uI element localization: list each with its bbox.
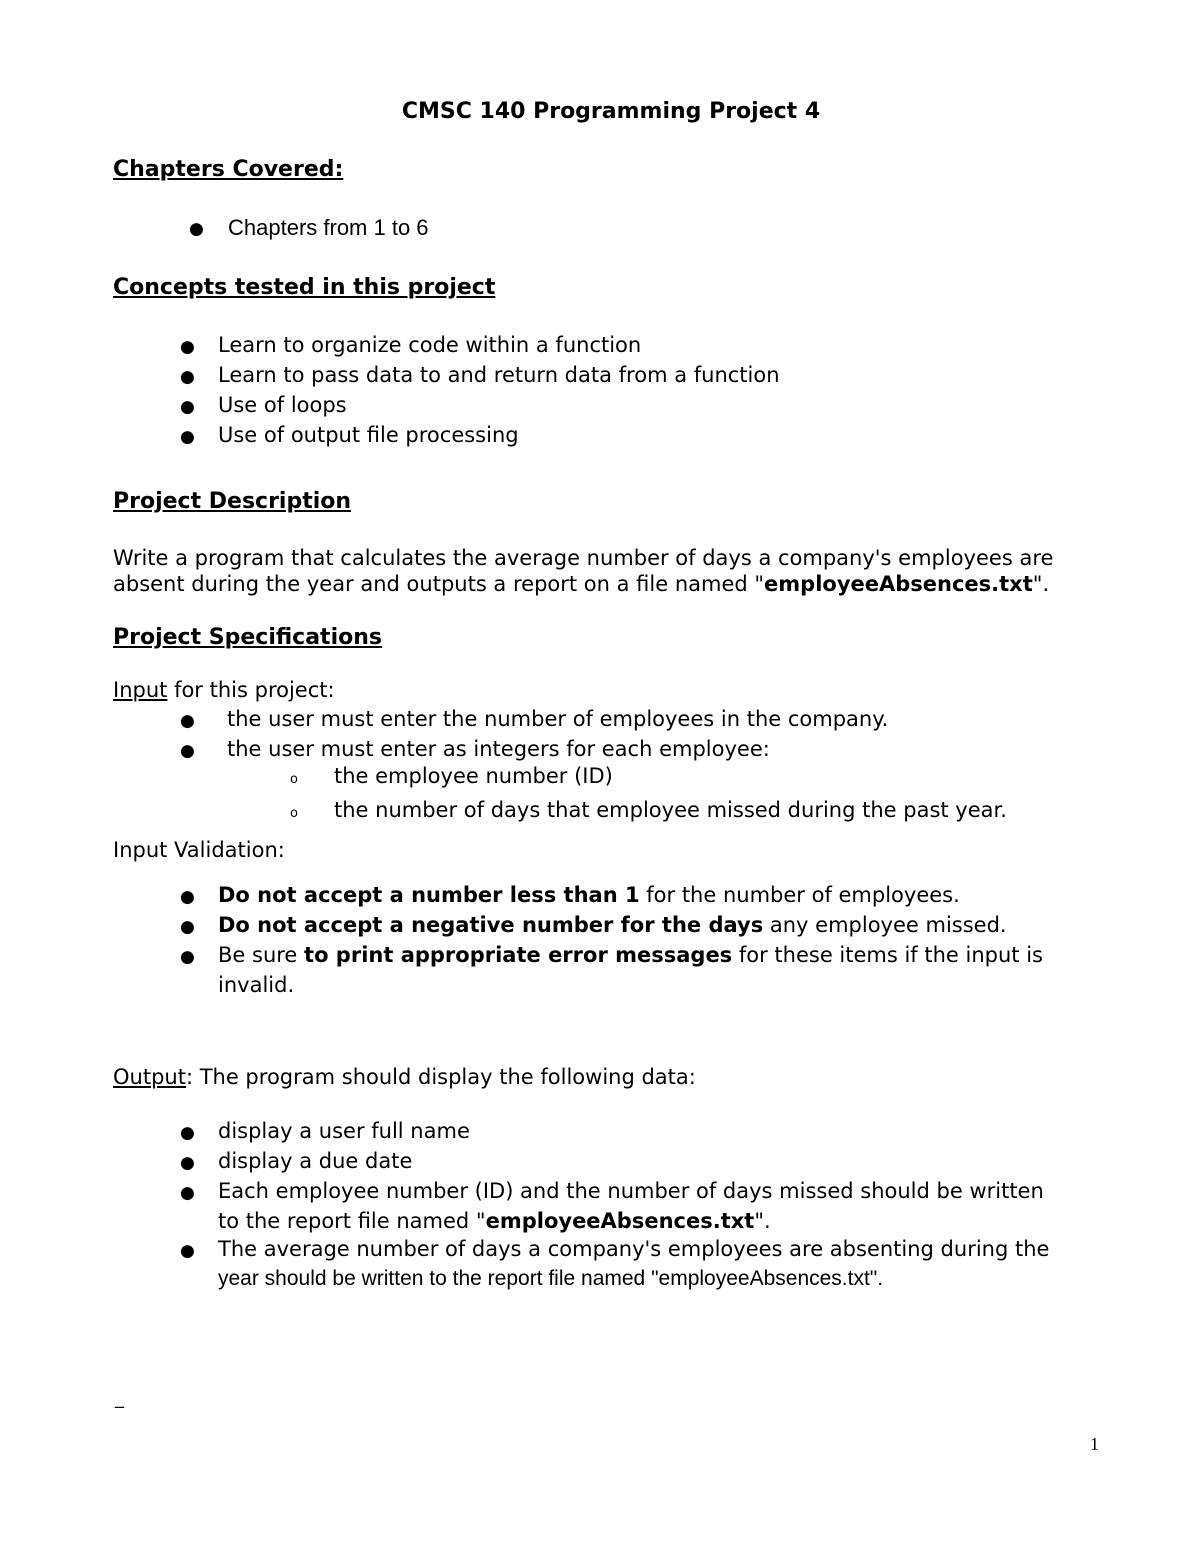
bullet-icon: ● bbox=[180, 427, 195, 447]
validation-label: Input Validation: bbox=[113, 838, 285, 862]
list-item: ● the user must enter as integers for each employee: bbox=[180, 737, 770, 761]
bullet-icon: ● bbox=[180, 1153, 195, 1173]
list-item: ● Do not accept a negative number for the days any employee missed. bbox=[180, 913, 1007, 937]
bullet-icon: ● bbox=[180, 397, 195, 417]
bullet-icon: ● bbox=[180, 1183, 195, 1203]
input-list bbox=[180, 705, 889, 765]
bullet-icon: ● bbox=[180, 367, 195, 387]
specifications-heading: Project Specifications bbox=[113, 625, 382, 650]
list-item-continuation: to the report file named "employeeAbsences.txt". bbox=[218, 1209, 771, 1233]
list-item: ● Learn to organize code within a function bbox=[180, 333, 642, 357]
concepts-list bbox=[180, 331, 780, 451]
bullet-icon: ● bbox=[180, 337, 195, 357]
description-paragraph bbox=[113, 545, 1053, 597]
validation-list bbox=[180, 881, 1043, 999]
page-number: 1 bbox=[1090, 1434, 1099, 1454]
chapters-heading: Chapters Covered: bbox=[113, 157, 344, 182]
description-line-2: absent during the year and outputs a report on a file named "employeeAbsences.txt". bbox=[113, 572, 1050, 596]
bullet-icon: ● bbox=[180, 1241, 195, 1261]
output-list bbox=[180, 1117, 1050, 1293]
list-item: ● Use of loops bbox=[180, 393, 347, 417]
filename: employeeAbsences.txt bbox=[485, 1209, 755, 1233]
list-item: ● Each employee number (ID) and the number of days missed should be written bbox=[180, 1179, 1044, 1203]
footer-mark: _ bbox=[115, 1388, 124, 1409]
circle-bullet-icon: o bbox=[290, 806, 298, 821]
list-item-continuation: invalid. bbox=[218, 973, 295, 997]
bullet-icon: ● bbox=[189, 219, 204, 239]
list-item: o the number of days that employee missed during the past year. bbox=[290, 798, 1007, 822]
description-heading: Project Description bbox=[113, 489, 352, 514]
description-line-1: Write a program that calculates the average number of days a company's employees are bbox=[113, 546, 1054, 570]
chapters-item: Chapters from 1 to 6 bbox=[228, 215, 429, 240]
list-item: ● Use of output file processing bbox=[180, 423, 519, 447]
list-item: o the employee number (ID) bbox=[290, 764, 613, 788]
input-sublist bbox=[290, 761, 1007, 829]
filename: employeeAbsences.txt bbox=[764, 572, 1033, 596]
concepts-heading: Concepts tested in this project bbox=[113, 275, 496, 300]
bullet-icon: ● bbox=[180, 711, 195, 731]
list-item: ● the user must enter the number of employees in the company. bbox=[180, 707, 889, 731]
list-item: ● Be sure to print appropriate error messages for these items if the input is bbox=[180, 943, 1043, 967]
bullet-icon: ● bbox=[180, 947, 195, 967]
page-title: CMSC 140 Programming Project 4 bbox=[401, 99, 821, 124]
bullet-icon: ● bbox=[180, 917, 195, 937]
list-item: ● display a due date bbox=[180, 1149, 413, 1173]
list-item: ● Do not accept a number less than 1 for the number of employees. bbox=[180, 883, 960, 907]
list-item: ● display a user full name bbox=[180, 1119, 470, 1143]
list-item: ● The average number of days a company's employees are absenting during the bbox=[180, 1237, 1050, 1261]
list-item-continuation: year should be written to the report file named "employeeAbsences.txt". bbox=[218, 1267, 884, 1290]
bullet-icon: ● bbox=[180, 1123, 195, 1143]
bullet-icon: ● bbox=[180, 741, 195, 761]
input-label: Input bbox=[113, 678, 168, 702]
input-label-line: Input for this project: bbox=[113, 678, 335, 702]
output-label-line: Output: The program should display the following data: bbox=[113, 1065, 696, 1089]
list-item: ● Learn to pass data to and return data from a function bbox=[180, 363, 780, 387]
output-label: Output bbox=[113, 1065, 186, 1089]
circle-bullet-icon: o bbox=[290, 772, 298, 787]
bullet-icon: ● bbox=[180, 887, 195, 907]
